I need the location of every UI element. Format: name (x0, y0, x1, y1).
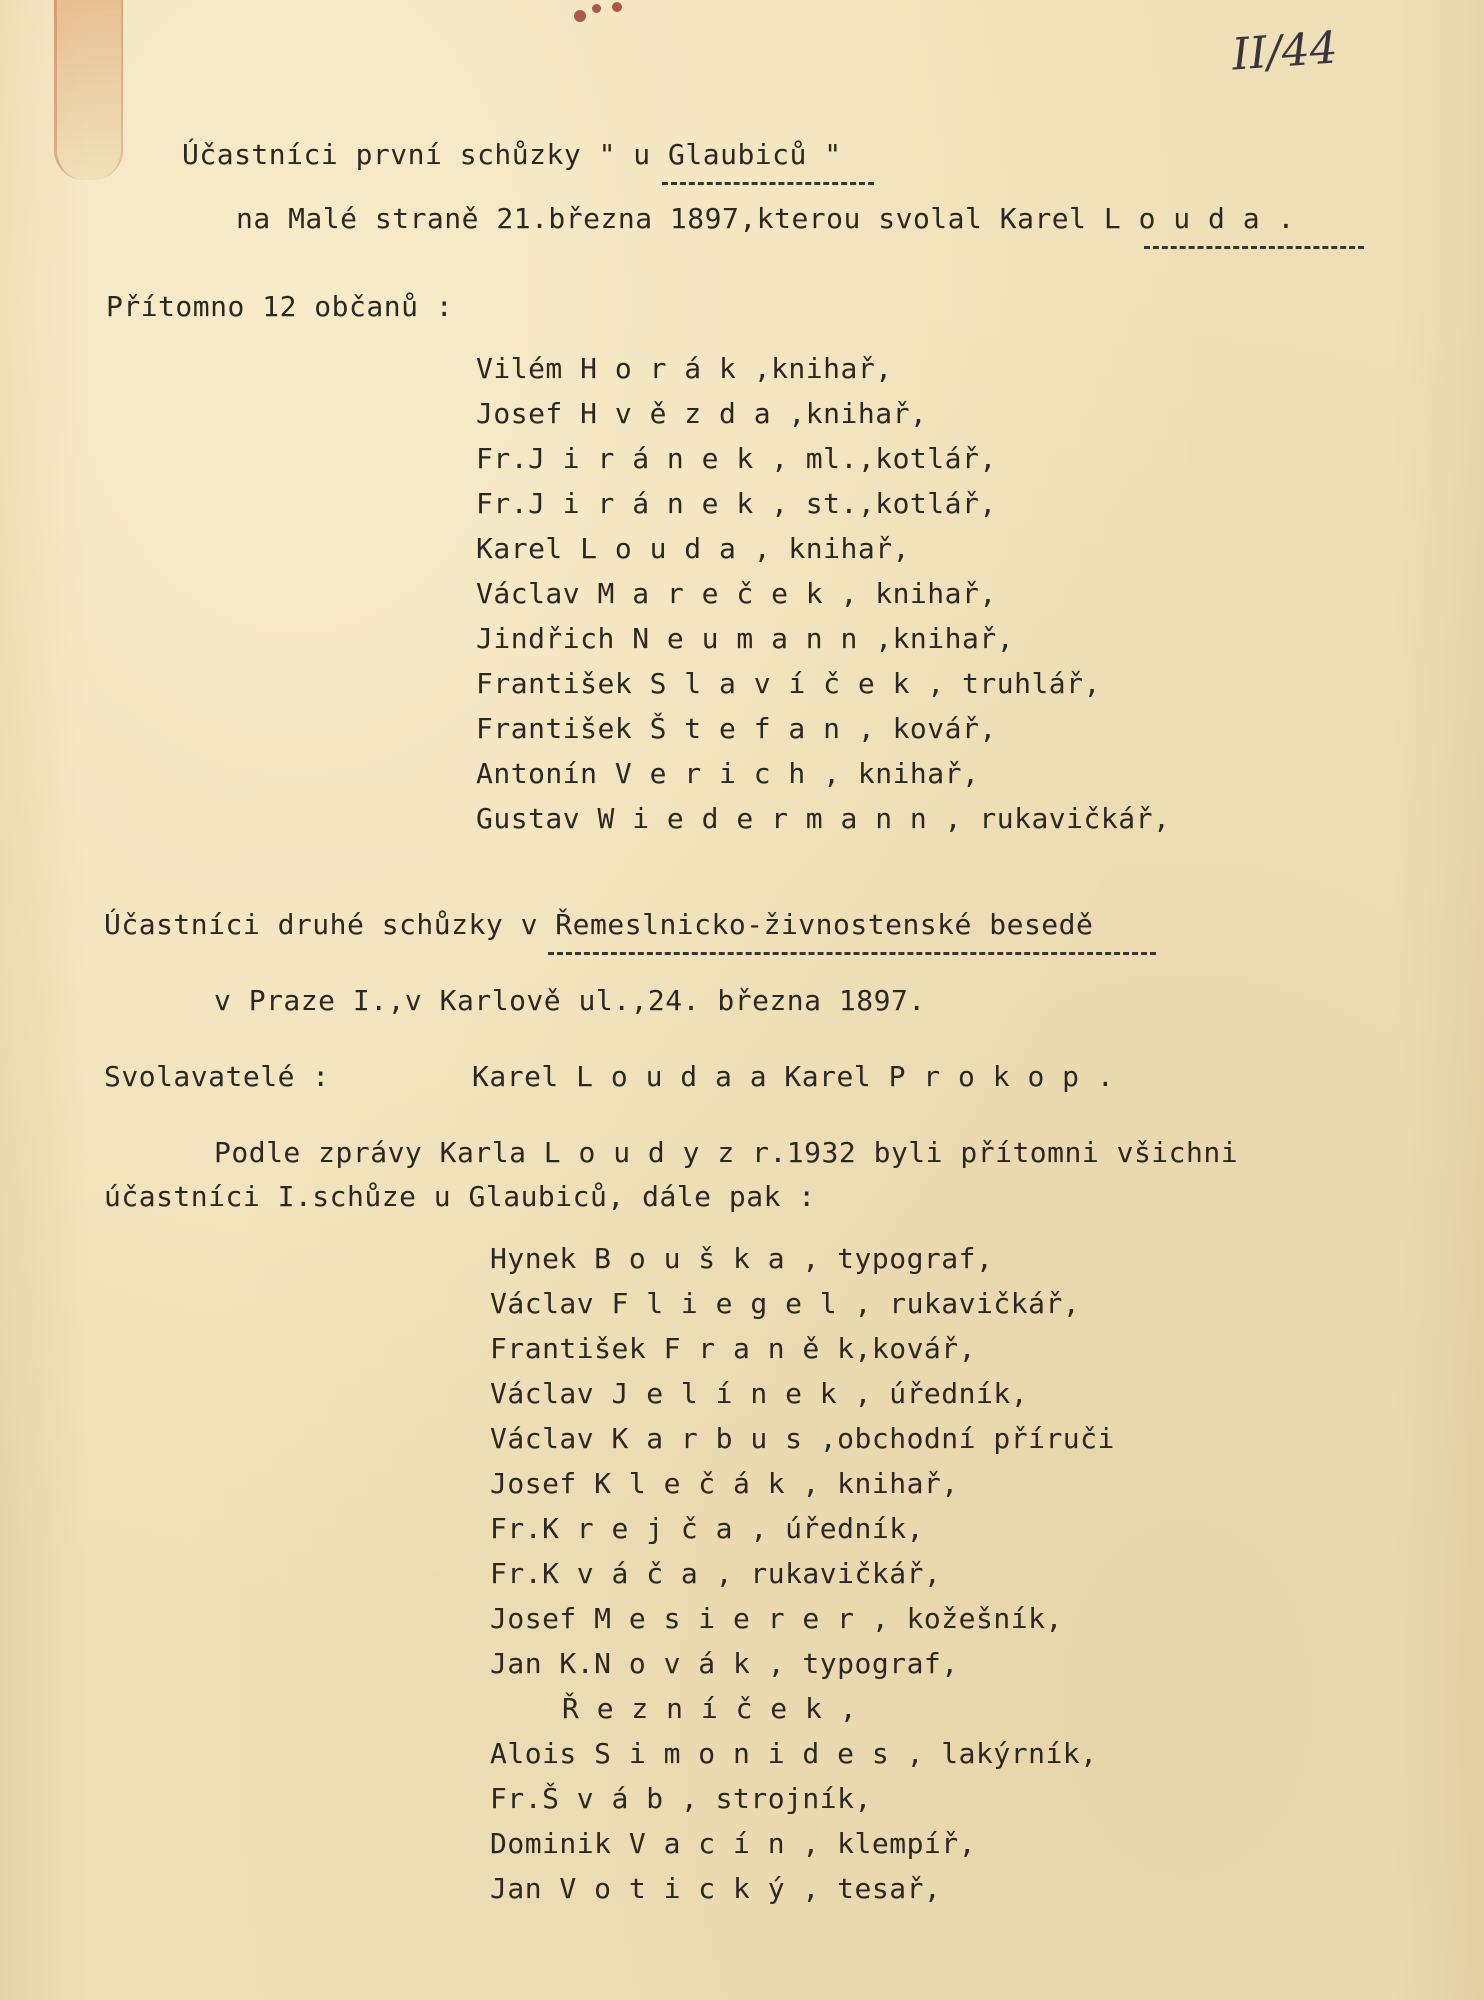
report-paragraph: Podle zprávy Karla L o u d y z r.1932 byli přítomni všichni (214, 1136, 1239, 1169)
attendee-line: Fr.K v á č a , rukavičkář, (490, 1557, 942, 1590)
rust-spot (574, 10, 586, 22)
attendee-line: Fr.J i r á n e k , ml.,kotlář, (476, 442, 997, 475)
attendee-line: Josef H v ě z d a ,knihař, (476, 397, 928, 430)
attendee-line: Jan V o t i c k ý , tesař, (490, 1872, 942, 1905)
attendee-line: Fr.Š v á b , strojník, (490, 1782, 872, 1815)
attendee-line: Josef M e s i e r e r , kožešník, (490, 1602, 1063, 1635)
attendee-line: Václav F l i e g e l , rukavičkář, (490, 1287, 1081, 1320)
attendee-line: Jindřich N e u m a n n ,knihař, (476, 622, 1015, 655)
report-paragraph: účastníci I.schůze u Glaubiců, dále pak : (104, 1180, 816, 1213)
attendee-line: Fr.K r e j č a , úředník, (490, 1512, 924, 1545)
title-underline (662, 182, 874, 185)
second-meeting-subtitle: v Praze I.,v Karlově ul.,24. března 1897. (214, 984, 926, 1017)
attendee-line: Alois S i m o n i d e s , lakýrník, (490, 1737, 1098, 1770)
attendee-line: Hynek B o u š k a , typograf, (490, 1242, 994, 1275)
attendee-line: Ř e z n í č e k , (562, 1692, 858, 1725)
attendee-line: Fr.J i r á n e k , st.,kotlář, (476, 487, 997, 520)
attendee-line: František S l a v í č e k , truhlář, (476, 667, 1101, 700)
attendee-line: Karel L o u d a , knihař, (476, 532, 910, 565)
attendee-line: Gustav W i e d e r m a n n , rukavičkář, (476, 802, 1171, 835)
present-count: Přítomno 12 občanů : (106, 290, 454, 323)
attendee-line: Antonín V e r i c h , knihař, (476, 757, 980, 790)
second-meeting-title: Účastníci druhé schůzky v Řemeslnicko-živnostenské besedě (104, 908, 1094, 941)
attendee-line: Josef K l e č á k , knihař, (490, 1467, 959, 1500)
rust-spot (592, 4, 601, 13)
subtitle-underline (1144, 246, 1364, 249)
attendee-line: Václav K a r b u s ,obchodní příruči (490, 1422, 1115, 1455)
attendee-line: Václav J e l í n e k , úředník, (490, 1377, 1029, 1410)
archive-number: II/44 (1230, 22, 1340, 81)
first-meeting-subtitle: na Malé straně 21.března 1897,kterou svolal Karel L o u d a . (236, 202, 1295, 235)
attendee-line: Václav M a r e č e k , knihař, (476, 577, 997, 610)
conveners-label: Svolavatelé : (104, 1060, 330, 1093)
attendee-line: Dominik V a c í n , klempíř, (490, 1827, 977, 1860)
title-underline (548, 952, 1156, 955)
attendee-line: Jan K.N o v á k , typograf, (490, 1647, 959, 1680)
rust-spot (612, 2, 622, 12)
attendee-line: Vilém H o r á k ,knihař, (476, 352, 893, 385)
attendee-line: František F r a n ě k,kovář, (490, 1332, 977, 1365)
conveners: Karel L o u d a a Karel P r o k o p . (472, 1060, 1115, 1093)
binding-stain (54, 0, 123, 180)
attendee-line: František Š t e f a n , kovář, (476, 712, 997, 745)
first-meeting-title: Účastníci první schůzky " u Glaubiců " (182, 138, 842, 171)
